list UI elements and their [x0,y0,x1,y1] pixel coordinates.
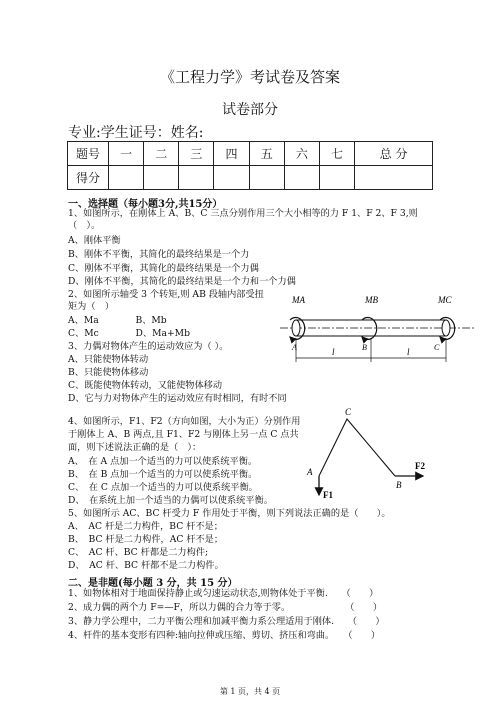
q2-options-cd: C、Mc D、Ma+Mb [68,328,190,339]
q3-option-d: D、它与力对物体产生的运动效应有时相同，有时不同 [68,393,287,404]
label-b: B [396,480,402,490]
q1-option-b: B、刚体不平衡，其简化的最终结果是一个力 [68,249,250,260]
q2-stem: 2、如图所示轴受 3 个转矩,则 AB 段轴内部受扭 [68,289,264,300]
section-2-heading: 二、是非题(每小题 3 分，共 15 分） [68,578,238,589]
label-c: C [345,407,352,417]
score-row-label: 得分 [68,166,109,190]
student-info-line: 专业:学生证号：姓名: [68,125,204,141]
q3-option-b: B、只能使物体移动 [68,367,149,378]
page-title: 《工程力学》考试卷及答案 [159,68,340,86]
q5-stem: 5、如图所示 AC、BC 杆受力 F 作用处于平衡，则下列说法正确的是（ ）。 [68,508,391,519]
score-header-cell: 四 [214,142,249,166]
score-cell[interactable] [144,166,179,190]
q4-option-c: C、 在 C 点加一个适当的力可以使系统平衡。 [68,482,258,493]
q4-option-d: D、 在系统上加一个适当的力偶可以使系统平衡。 [68,495,273,506]
label-f1: F1 [323,490,333,500]
page-subtitle: 试卷部分 [222,102,278,118]
q3-stem: 3、力偶对物体产生的运动效应为（ ）。 [68,341,229,352]
q2-options-ab: A、Ma B、Mb [68,315,167,326]
q3-option-a: A、只能使物体转动 [68,354,149,365]
triangle-force-figure [305,405,440,505]
dim-label-l1: l [332,347,335,357]
q1-stem: 1、如图所示，在刚体上 A、B、C 三点分别作用三个大小相等的力 F 1、F 2、F 3,则 [68,208,418,219]
tf-q4: 4、杆件的基本变形有四种:轴向拉伸或压缩、剪切、挤压和弯曲。 （ ） [68,630,381,641]
label-c: C [434,343,440,352]
score-header-cell: 五 [249,142,284,166]
q5-option-a: A、 AC 杆是二力构件，BC 杆不是； [68,521,223,532]
page-footer: 第 1 页，共 4 页 [219,687,281,696]
score-header-cell: 六 [284,142,319,166]
score-cell[interactable] [179,166,214,190]
section-1-heading: 一、选择题（每小题3分,共15分） [68,199,223,210]
score-header-cell: 总 分 [355,142,433,166]
shaft-torque-figure [278,290,478,365]
q5-option-c: C、 AC 杆、BC 杆都是二力构件; [68,547,209,558]
tf-q3: 3、静力学公理中，二力平衡公理和加减平衡力系公理适用于刚体. （ ） [68,616,385,627]
score-header-row [68,142,433,166]
score-header-cell: 二 [144,142,179,166]
score-value-row [68,166,433,190]
shaft-end-left [292,320,300,336]
score-cell[interactable] [284,166,319,190]
q4-option-a: A、 在 A 点加一个适当的力可以使系统平衡。 [68,456,258,467]
q2-stem: 矩为（ ） [68,301,114,312]
q1-option-d: D、刚体不平衡，其简化的最终结果是一个力和一个力偶 [68,276,296,287]
label-a: A [307,467,313,477]
label-f2: F2 [415,461,425,471]
q5-option-d: D、 AC 杆、BC 杆都不是二力构件。 [68,560,224,571]
score-cell[interactable] [249,166,284,190]
score-cell[interactable] [355,166,433,190]
score-cell[interactable] [109,166,144,190]
q4-stem: 4、如图所示，F1、F2（方向如图，大小为正）分别作用 [68,416,301,427]
score-header-cell: 一 [109,142,144,166]
label-b: B [362,343,367,352]
label-mc: MC [438,295,452,305]
q4-stem: 面，则下述说法正确的是（ ）： [68,442,202,453]
label-a: A [292,343,297,352]
q4-stem: 于刚体上 A、B 两点,且 F1、F2 与刚体上另一点 C 点共 [68,429,299,440]
triangle-frame [319,419,395,476]
shaft-end-right [442,320,450,336]
q4-option-b: B、 在 B 点加一个适当的力可以使系统平衡。 [68,469,258,480]
score-cell[interactable] [214,166,249,190]
label-mb: MB [365,295,378,305]
q5-option-b: B、 BC 杆是二力构件，AC 杆不是； [68,534,224,545]
score-header-cell: 题号 [68,142,109,166]
q3-option-c: C、既能使物体转动，又能使物体移动 [68,380,223,391]
score-header-cell: 三 [179,142,214,166]
label-ma: MA [292,295,305,305]
q1-option-a: A、刚体平衡 [68,235,121,246]
score-header-cell: 七 [319,142,354,166]
dim-label-l2: l [407,347,410,357]
score-cell[interactable] [319,166,354,190]
q1-option-c: C、刚体不平衡，其简化的最终结果是一个力偶 [68,263,259,274]
tf-q1: 1、如物体相对于地面保持静止或匀速运动状态,则物体处于平衡. （ ） [68,588,379,599]
q1-stem: （ ）。 [68,220,101,231]
score-table [67,141,433,190]
tf-q2: 2、成力偶的两个力 F=—F，所以力偶的合力等于零。 （ ） [68,602,383,613]
